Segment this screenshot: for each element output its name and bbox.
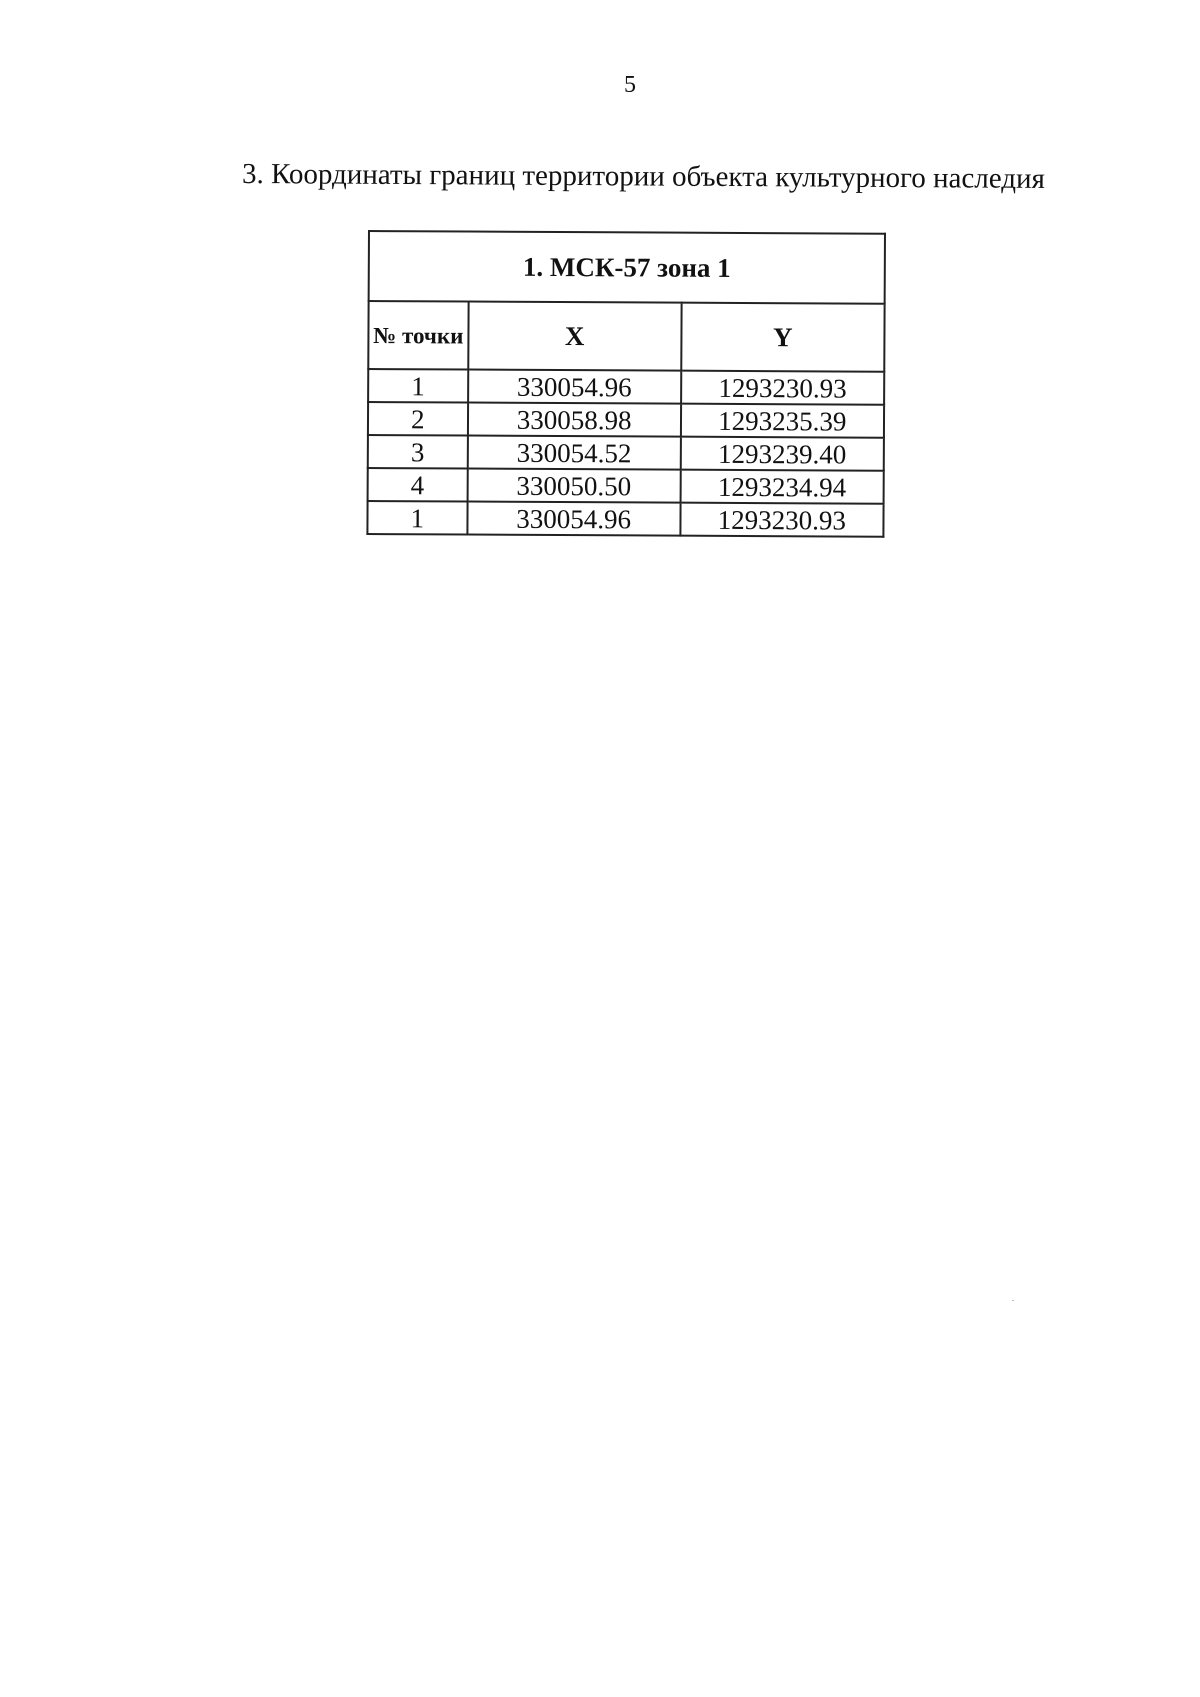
cell-x: 330050.50 <box>467 469 680 503</box>
cell-y: 1293235.39 <box>681 404 884 438</box>
cell-x: 330054.96 <box>467 502 680 536</box>
table-title-row <box>369 231 885 304</box>
scan-speck <box>1012 1300 1014 1301</box>
cell-y: 1293234.94 <box>680 470 883 504</box>
column-header-x: X <box>468 302 681 371</box>
table-row <box>367 501 883 537</box>
cell-y: 1293230.93 <box>680 503 883 537</box>
table-row <box>368 402 884 438</box>
table-row <box>368 369 884 405</box>
cell-point: 4 <box>368 468 468 502</box>
cell-point: 3 <box>368 435 468 469</box>
cell-y: 1293239.40 <box>680 437 883 471</box>
table-row <box>368 435 884 471</box>
cell-point: 2 <box>368 402 468 436</box>
cell-point: 1 <box>367 501 467 535</box>
cell-x: 330054.52 <box>467 436 680 470</box>
column-header-y: Y <box>681 303 885 372</box>
column-header-point-number: № точки <box>368 301 468 370</box>
cell-point: 1 <box>368 369 468 403</box>
cell-x: 330054.96 <box>468 370 681 404</box>
table-title: 1. МСК-57 зона 1 <box>369 231 885 304</box>
cell-x: 330058.98 <box>468 403 681 437</box>
table-header-row <box>368 301 884 372</box>
table-row <box>368 468 884 504</box>
coordinates-table <box>366 230 886 538</box>
page-number: 5 <box>624 72 636 98</box>
section-heading: 3. Координаты границ территории объекта культурного наследия <box>241 158 1045 195</box>
cell-y: 1293230.93 <box>681 371 884 405</box>
